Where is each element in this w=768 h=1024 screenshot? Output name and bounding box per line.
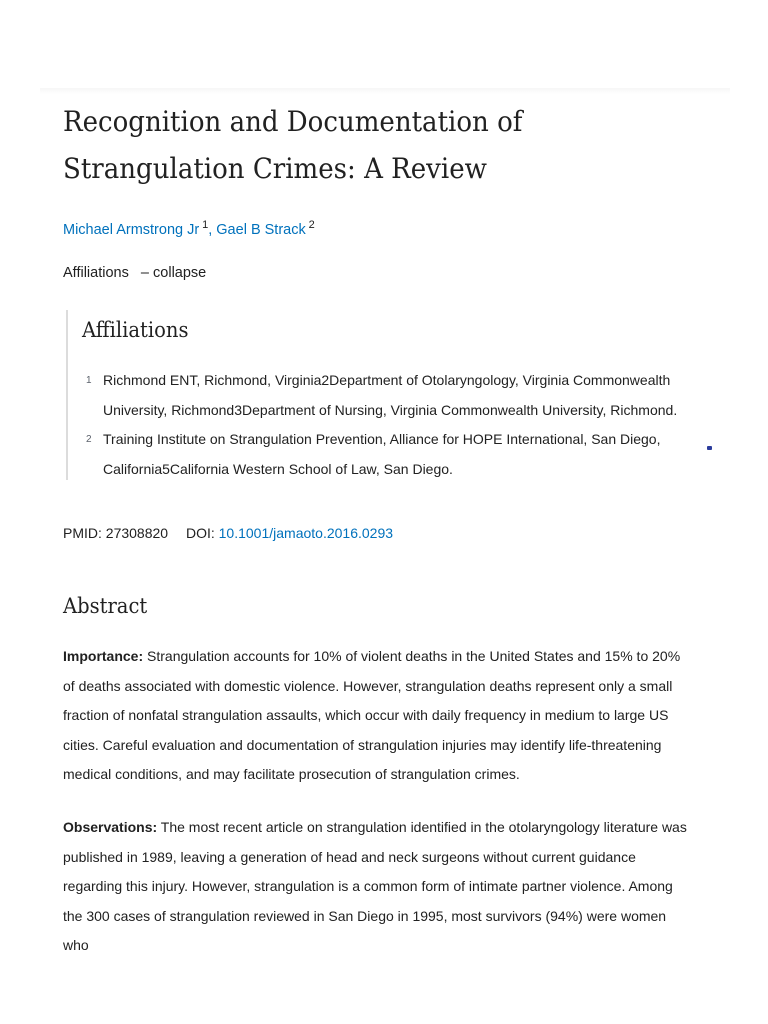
affiliations-list (86, 366, 691, 484)
abstract-section-label: Observations: (63, 819, 158, 835)
affiliation-number: 1 (86, 375, 92, 386)
pmid-value: 27308820 (105, 525, 169, 541)
doi-link[interactable]: 10.1001/jamaoto.2016.0293 (218, 525, 394, 541)
abstract-section-label: Importance: (63, 648, 144, 664)
author-affiliation-ref[interactable]: 1 (202, 219, 209, 231)
affiliations-toggle-label: Affiliations (63, 265, 129, 281)
abstract-section-text: Strangulation accounts for 10% of violent deaths in the United States and 15% to 20% of deaths associated with domestic violence. However, strangulation deaths represent only a small fraction of nonfatal strangulation assaults, which occur with daily frequency in medium to large US cities. Careful evaluation and documentation of strangulation injuries may identify life-threatening medical conditions, and may facilitate prosecution of strangulation crimes. (63, 648, 681, 782)
affiliations-panel (66, 310, 698, 480)
abstract-section-importance (63, 642, 688, 790)
header-shadow (40, 88, 730, 94)
author-affiliation-ref[interactable]: 2 (308, 219, 315, 231)
scroll-marker (707, 446, 712, 450)
abstract-heading: Abstract (63, 594, 148, 618)
affiliations-heading: Affiliations (82, 318, 189, 342)
article-identifiers (63, 522, 393, 544)
collapse-link[interactable]: collapse (153, 265, 207, 281)
author-link-strack[interactable]: Gael B Strack (216, 222, 306, 238)
affiliation-item (86, 366, 691, 425)
doi-label: DOI: (185, 525, 215, 541)
affiliation-text: Training Institute on Strangulation Prevention, Alliance for HOPE International, San Diego, California5California Western School of Law, San Diego. (103, 431, 661, 477)
affiliations-toggle[interactable] (63, 261, 206, 285)
author-list (63, 213, 315, 242)
author-link-armstrong[interactable]: Michael Armstrong Jr (63, 222, 200, 238)
author-separator: , (208, 222, 217, 238)
article-title: Recognition and Documentation of Strangulation Crimes: A Review (63, 105, 523, 185)
abstract-section-observations (63, 813, 688, 961)
abstract-section-text: The most recent article on strangulation identified in the otolaryngology literature was published in 1989, leaving a generation of head and neck surgeons without current guidance regarding this injury. However, strangulation is a common form of intimate partner violence. Among the 300 cases of strangulation reviewed in San Diego in 1995, most survivors (94%) were women who (63, 819, 687, 953)
pmid-label: PMID: (63, 525, 102, 541)
affiliation-number: 2 (86, 434, 92, 445)
collapse-icon: – (140, 265, 149, 281)
affiliation-item (86, 425, 691, 484)
affiliation-text: Richmond ENT, Richmond, Virginia2Department of Otolaryngology, Virginia Commonwealth University, Richmond3Department of Nursing, Virginia Commonwealth University, Richmond. (103, 372, 678, 418)
